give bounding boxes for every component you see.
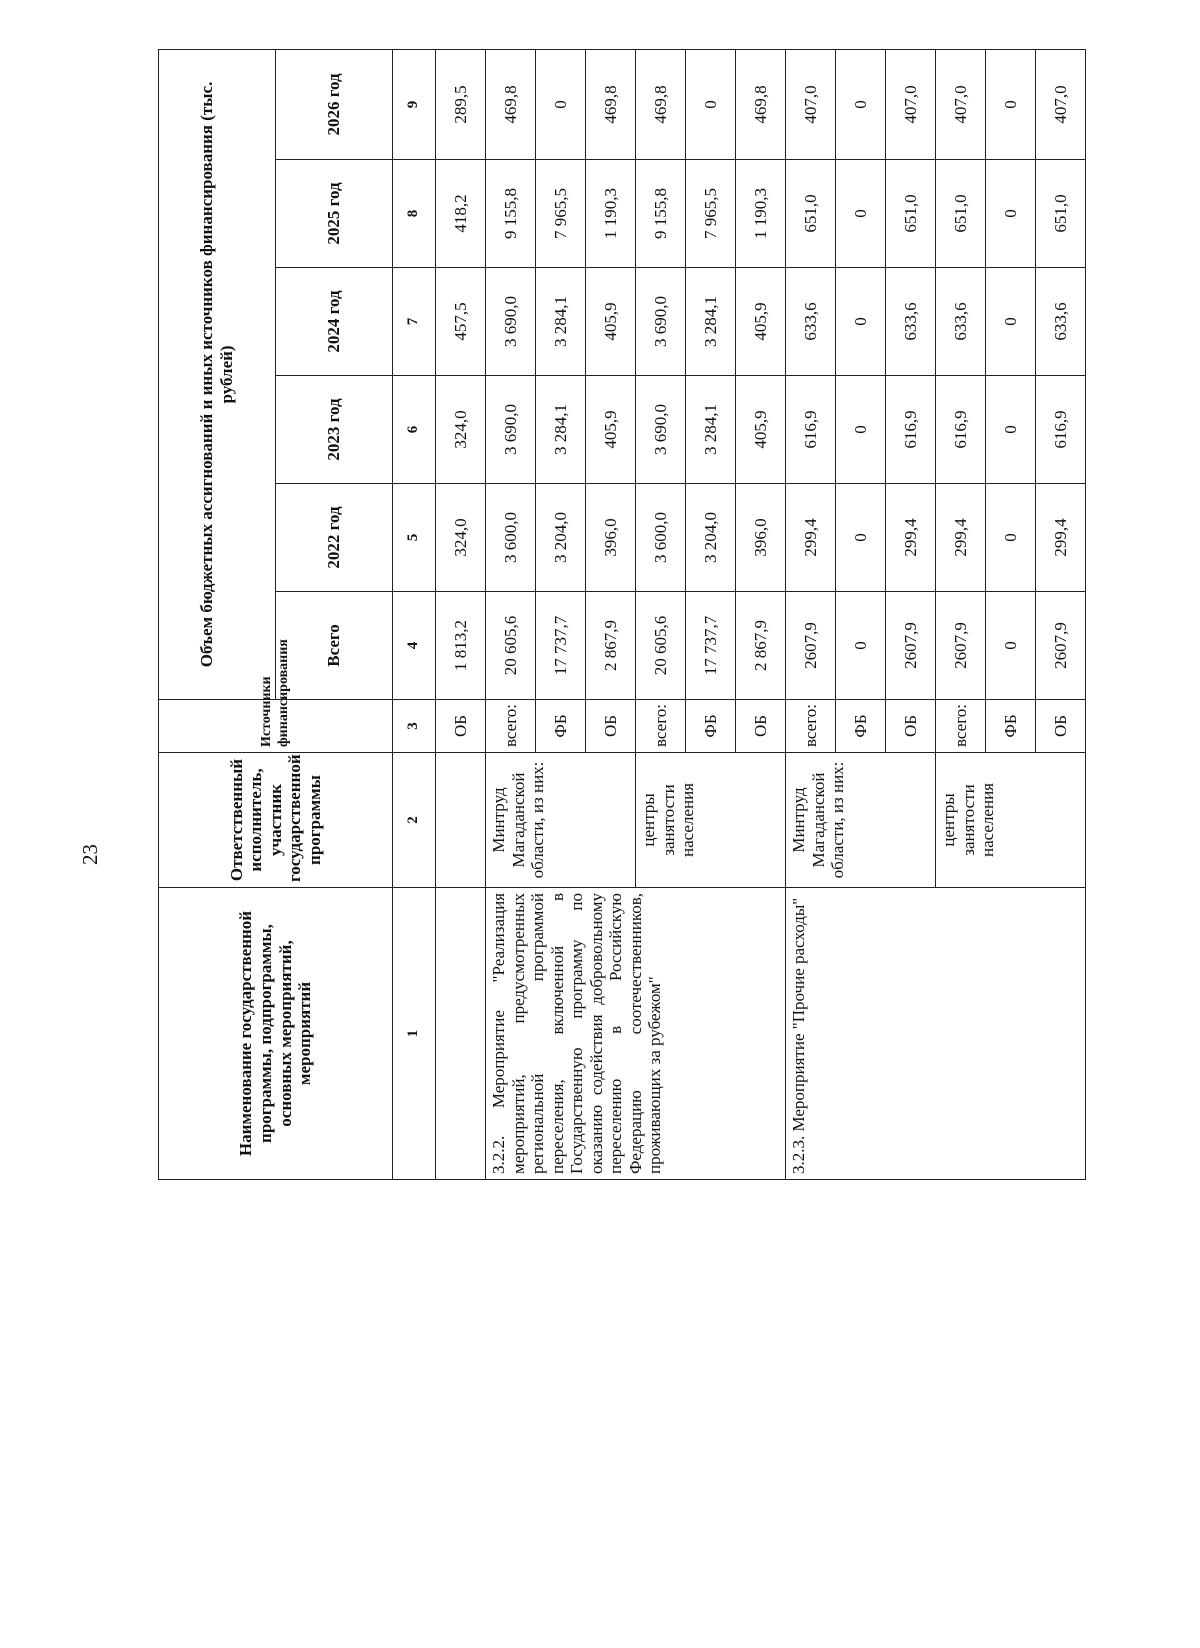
value-cell: 633,6 (786, 268, 836, 376)
value-cell: 469,8 (636, 49, 686, 159)
value-cell: 407,0 (1036, 49, 1086, 159)
value-cell: 3 284,1 (536, 376, 586, 484)
value-cell: 469,8 (486, 49, 536, 159)
value-cell: 3 600,0 (486, 484, 536, 592)
value-cell: 9 155,8 (486, 160, 536, 268)
header-year-2025: 2025 год (276, 160, 393, 268)
source-cell: всего: (936, 700, 986, 753)
source-cell: ОБ (886, 700, 936, 753)
value-cell: 0 (836, 268, 886, 376)
empty-cell (436, 888, 486, 1180)
value-cell: 1 813,2 (436, 592, 486, 700)
value-cell: 0 (986, 160, 1036, 268)
value-cell: 0 (836, 376, 886, 484)
column-index: 7 (393, 268, 436, 376)
value-cell: 2607,9 (786, 592, 836, 700)
table-row (486, 49, 536, 1179)
value-cell: 405,9 (736, 268, 786, 376)
column-index: 5 (393, 484, 436, 592)
value-cell: 0 (986, 484, 1036, 592)
value-cell: 407,0 (936, 49, 986, 159)
value-cell: 3 284,1 (686, 268, 736, 376)
header-year-2026: 2026 год (276, 49, 393, 159)
value-cell: 2607,9 (1036, 592, 1086, 700)
value-cell: 3 600,0 (636, 484, 686, 592)
value-cell: 3 204,0 (536, 484, 586, 592)
value-cell: 616,9 (786, 376, 836, 484)
value-cell: 3 284,1 (536, 268, 586, 376)
header-year-total: Всего (276, 592, 393, 700)
column-index: 1 (393, 888, 436, 1180)
value-cell: 2 867,9 (586, 592, 636, 700)
value-cell: 469,8 (736, 49, 786, 159)
header-year-2022: 2022 год (276, 484, 393, 592)
value-cell: 3 690,0 (636, 268, 686, 376)
value-cell: 9 155,8 (636, 160, 686, 268)
table-row (436, 49, 486, 1179)
value-cell: 633,6 (936, 268, 986, 376)
source-cell: ОБ (586, 700, 636, 753)
value-cell: 651,0 (786, 160, 836, 268)
value-cell: 651,0 (886, 160, 936, 268)
value-cell: 0 (986, 268, 1036, 376)
measure-name: 3.2.3. Мероприятие "Прочие расходы" (786, 888, 1086, 1180)
value-cell: 20 605,6 (486, 592, 536, 700)
header-year-2024: 2024 год (276, 268, 393, 376)
value-cell: 20 605,6 (636, 592, 686, 700)
value-cell: 299,4 (886, 484, 936, 592)
page-number: 23 (78, 844, 102, 865)
column-index: 3 (393, 700, 436, 753)
value-cell: 0 (836, 484, 886, 592)
source-cell: ОБ (436, 700, 486, 753)
source-cell: ФБ (686, 700, 736, 753)
value-cell: 299,4 (1036, 484, 1086, 592)
value-cell: 633,6 (1036, 268, 1086, 376)
funding-table (158, 49, 1086, 1180)
value-cell: 3 690,0 (636, 376, 686, 484)
table-row (786, 49, 836, 1179)
value-cell: 651,0 (936, 160, 986, 268)
header-year-2023: 2023 год (276, 376, 393, 484)
executor-cell: центры занятости населения (636, 753, 786, 888)
value-cell: 2 867,9 (736, 592, 786, 700)
column-index: 8 (393, 160, 436, 268)
value-cell: 469,8 (586, 49, 636, 159)
value-cell: 0 (986, 49, 1036, 159)
value-cell: 2607,9 (936, 592, 986, 700)
value-cell: 17 737,7 (536, 592, 586, 700)
value-cell: 396,0 (736, 484, 786, 592)
value-cell: 407,0 (886, 49, 936, 159)
column-index: 4 (393, 592, 436, 700)
value-cell: 0 (836, 592, 886, 700)
value-cell: 299,4 (936, 484, 986, 592)
source-cell: всего: (486, 700, 536, 753)
header-executor: Ответственный исполнитель, участник государственной программы (159, 753, 393, 888)
source-cell: всего: (786, 700, 836, 753)
value-cell: 633,6 (886, 268, 936, 376)
header-funding-source: Источники финансирования (159, 700, 393, 753)
source-cell: ОБ (1036, 700, 1086, 753)
source-cell: ОБ (736, 700, 786, 753)
value-cell: 405,9 (586, 268, 636, 376)
value-cell: 7 965,5 (686, 160, 736, 268)
executor-cell: Минтруд Магаданской области, из них: (486, 753, 636, 888)
value-cell: 0 (986, 376, 1036, 484)
value-cell: 3 690,0 (486, 268, 536, 376)
value-cell: 457,5 (436, 268, 486, 376)
value-cell: 3 690,0 (486, 376, 536, 484)
empty-cell (436, 753, 486, 888)
executor-cell: Минтруд Магаданской области, из них: (786, 753, 936, 888)
header-funding-volume: Объем бюджетных ассигнований и иных источников финансирования (тыс. рублей) (159, 49, 276, 699)
value-cell: 407,0 (786, 49, 836, 159)
value-cell: 616,9 (886, 376, 936, 484)
value-cell: 418,2 (436, 160, 486, 268)
source-cell: ФБ (986, 700, 1036, 753)
value-cell: 651,0 (1036, 160, 1086, 268)
value-cell: 0 (686, 49, 736, 159)
value-cell: 2607,9 (886, 592, 936, 700)
value-cell: 0 (536, 49, 586, 159)
value-cell: 3 284,1 (686, 376, 736, 484)
source-cell: ФБ (536, 700, 586, 753)
funding-table-rotated (158, 50, 1070, 1180)
value-cell: 616,9 (1036, 376, 1086, 484)
value-cell: 1 190,3 (736, 160, 786, 268)
value-cell: 405,9 (586, 376, 636, 484)
value-cell: 396,0 (586, 484, 636, 592)
value-cell: 299,4 (786, 484, 836, 592)
value-cell: 616,9 (936, 376, 986, 484)
source-cell: всего: (636, 700, 686, 753)
source-cell: ФБ (836, 700, 886, 753)
value-cell: 1 190,3 (586, 160, 636, 268)
column-index: 9 (393, 49, 436, 159)
value-cell: 3 204,0 (686, 484, 736, 592)
value-cell: 0 (986, 592, 1036, 700)
value-cell: 289,5 (436, 49, 486, 159)
value-cell: 405,9 (736, 376, 786, 484)
value-cell: 7 965,5 (536, 160, 586, 268)
column-index: 2 (393, 753, 436, 888)
value-cell: 0 (836, 160, 886, 268)
header-program-name: Наименование государственной программы, подпрограммы, основных мероприятий, мероприятий (159, 888, 393, 1180)
executor-cell: центры занятости населения (936, 753, 1086, 888)
measure-name: 3.2.2. Мероприятие "Реализация мероприятий, предусмотренных региональной программой переселения, включенной в Государственную программу по оказанию содействия добровольному переселению в Российскую Федерацию соотечественников, проживающих за рубежом" (486, 888, 786, 1180)
value-cell: 324,0 (436, 484, 486, 592)
column-index: 6 (393, 376, 436, 484)
value-cell: 0 (836, 49, 886, 159)
value-cell: 324,0 (436, 376, 486, 484)
value-cell: 17 737,7 (686, 592, 736, 700)
